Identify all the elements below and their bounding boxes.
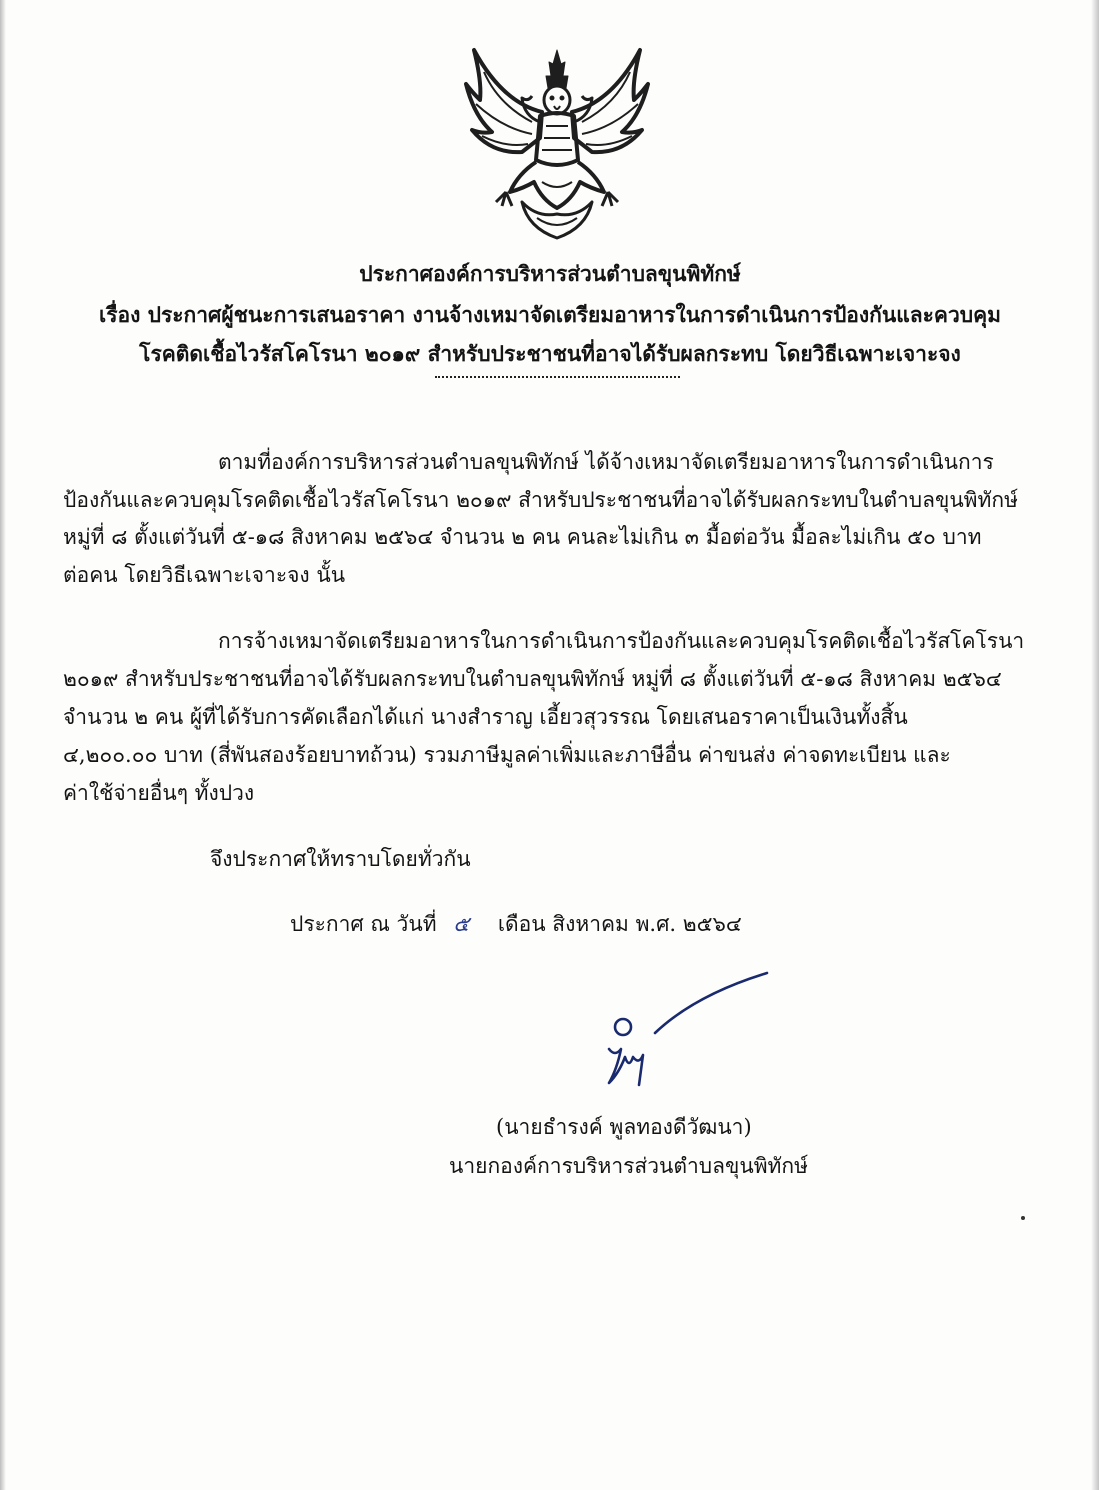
handwritten-signature (595, 965, 785, 1095)
paragraph-2-line-1: การจ้างเหมาจัดเตรียมอาหารในการดำเนินการป้องกันและควบคุมโรคติดเชื้อไวรัสโคโรนา (218, 629, 1025, 653)
date-day-handwritten: ๕ (453, 912, 470, 936)
paragraph-1-line-4: ต่อคน โดยวิธีเฉพาะเจาะจง นั้น (63, 563, 346, 587)
announcement-date (290, 908, 742, 941)
scan-speck (1021, 1216, 1025, 1220)
announcement-subject-line-1: เรื่อง ประกาศผู้ชนะการเสนอราคา งานจ้างเหมาจัดเตรียมอาหารในการดำเนินการป้องกันและควบคุม (99, 302, 1001, 327)
announce-line: จึงประกาศให้ทราบโดยทั่วกัน (210, 847, 471, 871)
scan-edge-left (0, 0, 6, 1490)
scan-edge-right (1091, 0, 1099, 1490)
dotted-divider (435, 376, 680, 378)
paragraph-1-line-1: ตามที่องค์การบริหารส่วนตำบลขุนพิทักษ์ ได้จ้างเหมาจัดเตรียมอาหารในการดำเนินการ (218, 450, 994, 474)
paragraph-1-line-3: หมู่ที่ ๘ ตั้งแต่วันที่ ๕-๑๘ สิงหาคม ๒๕๖๔ จำนวน ๒ คน คนละไม่เกิน ๓ มื้อต่อวัน มื้อละไม่เกิน ๕๐ บาท (63, 525, 982, 549)
date-suffix: เดือน สิงหาคม พ.ศ. ๒๕๖๔ (497, 912, 742, 936)
paragraph-1-line-2: ป้องกันและควบคุมโรคติดเชื้อไวรัสโคโรนา ๒๐๑๙ สำหรับประชาชนที่อาจได้รับผลกระทบในตำบลขุนพิทักษ์ (63, 488, 1018, 512)
paragraph-2-line-3: จำนวน ๒ คน ผู้ที่ได้รับการคัดเลือกได้แก่ นางสำราญ เอี้ยวสุวรรณ โดยเสนอราคาเป็นเงินทั้งสิ้น (63, 705, 908, 729)
garuda-emblem-icon (462, 42, 652, 242)
paragraph-2-line-2: ๒๐๑๙ สำหรับประชาชนที่อาจได้รับผลกระทบในตำบลขุนพิทักษ์ หมู่ที่ ๘ ตั้งแต่วันที่ ๕-๑๘ สิงหาคม ๒๕๖๔ (63, 667, 1002, 691)
announcement-subject-line-2: โรคติดเชื้อไวรัสโคโรนา ๒๐๑๙ สำหรับประชาชนที่อาจได้รับผลกระทบ โดยวิธีเฉพาะเจาะจง (139, 341, 961, 366)
date-prefix: ประกาศ ณ วันที่ (290, 912, 437, 936)
announcement-org-title: ประกาศองค์การบริหารส่วนตำบลขุนพิทักษ์ (359, 261, 741, 286)
paragraph-2-line-4: ๔,๒๐๐.๐๐ บาท (สี่พันสองร้อยบาทถ้วน) รวมภาษีมูลค่าเพิ่มและภาษีอื่น ค่าขนส่ง ค่าจดทะเบียน และ (63, 743, 951, 767)
signer-name: (นายธำรงค์ พูลทองดีวัฒนา) (496, 1115, 752, 1139)
signer-title: นายกองค์การบริหารส่วนตำบลขุนพิทักษ์ (449, 1154, 808, 1178)
paragraph-2-line-5: ค่าใช้จ่ายอื่นๆ ทั้งปวง (63, 781, 255, 805)
